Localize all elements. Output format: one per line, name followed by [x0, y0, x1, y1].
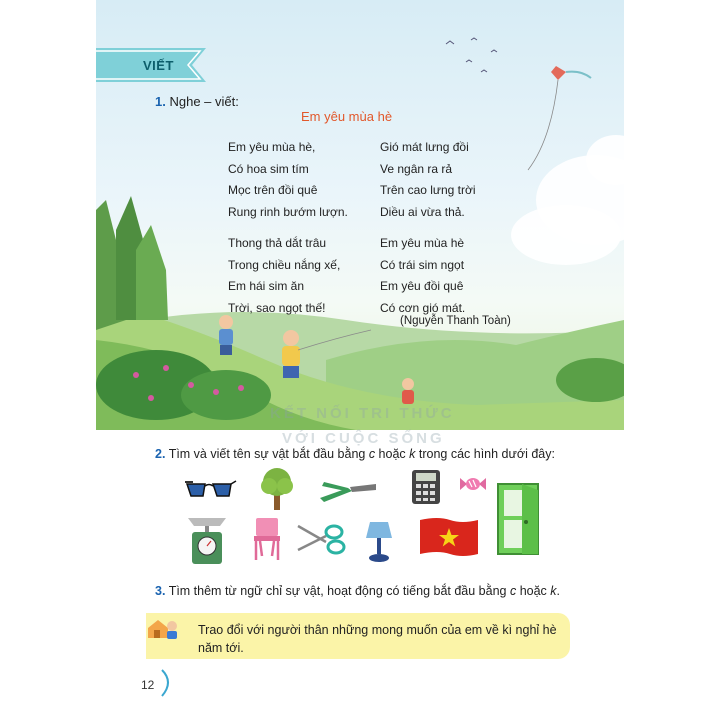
letter-k: k: [409, 447, 416, 461]
chair-icon: [252, 516, 284, 562]
family-icon: [146, 616, 182, 640]
poem-column-left: [228, 137, 348, 319]
poem-line: Có cơn gió mát.: [380, 300, 466, 315]
calculator-icon: [411, 469, 441, 505]
stanza-gap: [380, 223, 476, 233]
exercise-number: 3.: [155, 584, 166, 598]
exercise-text: Tìm và viết tên sự vật bắt đầu bằng: [168, 447, 369, 461]
tree-icon: [259, 466, 295, 512]
letter-c: c: [368, 447, 376, 461]
exercise-2-instruction: [155, 447, 555, 461]
poem-line: Em hái sim ăn: [228, 279, 305, 293]
poem-line: Mọc trên đồi quê: [228, 183, 318, 197]
poem-line: Trên cao lưng trời: [380, 183, 476, 197]
poem-line: Em yêu mùa hè,: [228, 140, 316, 154]
letter-c: c: [509, 584, 517, 598]
candy-icon: [458, 474, 488, 494]
poem-column-right: [380, 137, 476, 319]
poem-line: Em yêu đồi quê: [380, 279, 464, 293]
exercise-number: 2.: [155, 447, 166, 461]
home-activity-text: Trao đổi với người thân những mong muốn của em về kì nghỉ hè năm tới.: [198, 623, 557, 655]
exercise-1-instruction: [155, 94, 239, 109]
watermark-line2: VỚI CUỘC SỐNG: [282, 430, 445, 447]
lamp-icon: [364, 520, 394, 564]
scissors-icon: [296, 522, 350, 556]
poem-line: Trong chiều nắng xế,: [228, 257, 341, 272]
exercise-text: hoặc: [516, 584, 551, 598]
exercise-text: hoặc: [375, 447, 410, 461]
poem-author: (Nguyễn Thanh Toàn): [400, 315, 511, 327]
glasses-icon: [183, 478, 237, 500]
door-icon: [496, 482, 542, 556]
stanza-gap: [228, 223, 348, 233]
poem-line: Có hoa sim tím: [228, 161, 309, 176]
exercise-3-instruction: [155, 584, 560, 598]
poem-line: Rung rinh bướm lượn.: [228, 204, 348, 219]
exercise-text: trong các hình dưới đây:: [415, 447, 555, 461]
poem-line: Thong thả dắt trâu: [228, 236, 327, 250]
poem-line: Em yêu mùa hè: [380, 236, 465, 250]
page-number: 12: [141, 678, 155, 692]
watermark-line1: KẾT NỐI TRI THỨC: [270, 405, 455, 422]
pliers-icon: [318, 474, 380, 506]
exercise-text: .: [556, 584, 561, 598]
exercise-number: 1.: [155, 94, 166, 109]
letter-k: k: [550, 584, 557, 598]
poem-line: Trời, sao ngọt thế!: [228, 300, 326, 315]
poem-line: Diều ai vừa thả.: [380, 204, 465, 219]
poem-line: Có trái sim ngọt: [380, 257, 465, 272]
section-title: VIẾT: [143, 58, 174, 73]
poem-line: Gió mát lưng đồi: [380, 140, 469, 154]
poem-title: Em yêu mùa hè: [301, 109, 393, 124]
exercise-text: Tìm thêm từ ngữ chỉ sự vật, hoạt động có tiếng bắt đầu bằng: [168, 584, 510, 598]
exercise-text: Nghe – viết:: [169, 94, 239, 109]
flag-icon: [418, 516, 480, 558]
scale-icon: [186, 516, 228, 566]
poem-line: Ve ngân ra rả: [380, 161, 453, 176]
